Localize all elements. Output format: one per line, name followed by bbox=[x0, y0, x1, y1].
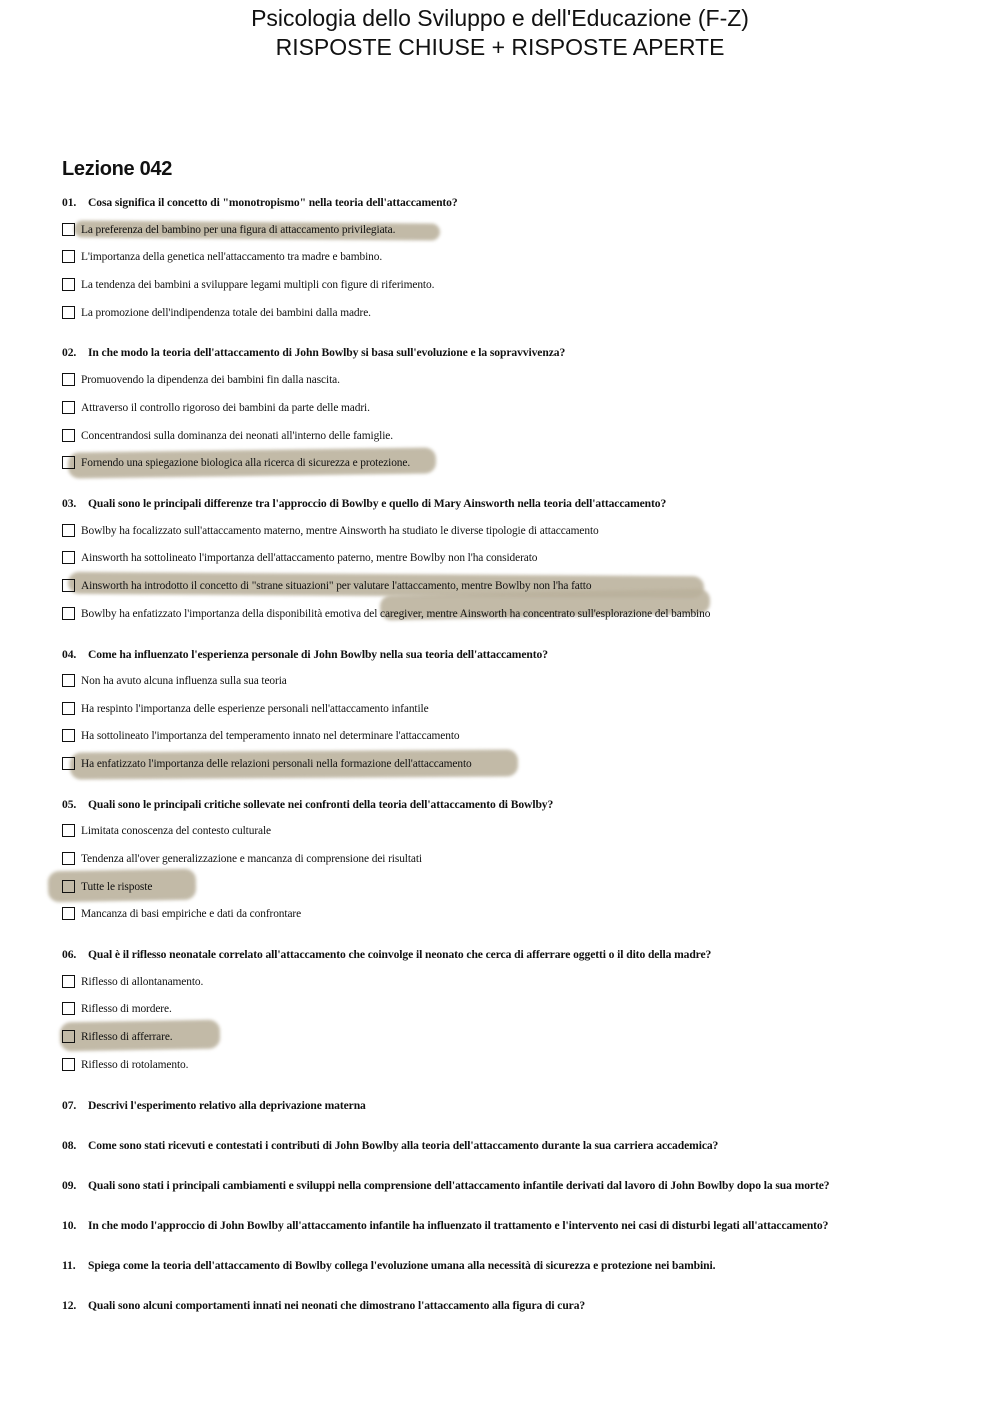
question-text: Come sono stati ricevuti e contestati i contributi di John Bowlby alla teoria dell'attaccamento durante la sua carriera accademica? bbox=[88, 1139, 719, 1152]
question bbox=[62, 196, 458, 209]
checkbox[interactable] bbox=[62, 278, 75, 291]
checkbox[interactable] bbox=[62, 306, 75, 319]
open-question bbox=[62, 1179, 829, 1192]
option-label: Ainsworth ha sottolineato l'importanza dell'attaccamento paterno, mentre Bowlby non l'ha considerato bbox=[81, 552, 538, 564]
option-label: La tendenza dei bambini a sviluppare legami multipli con figure di riferimento. bbox=[81, 279, 435, 291]
open-question bbox=[62, 1299, 585, 1312]
checkbox[interactable] bbox=[62, 975, 75, 988]
question-number: 02. bbox=[62, 346, 77, 359]
question-number: 05. bbox=[62, 798, 77, 811]
option-label: Ha sottolineato l'importanza del temperamento innato nel determinare l'attaccamento bbox=[81, 730, 460, 742]
checkbox[interactable] bbox=[62, 551, 75, 564]
question-number: 09. bbox=[62, 1179, 77, 1192]
checkbox[interactable] bbox=[62, 1030, 75, 1043]
open-question bbox=[62, 1139, 718, 1152]
checkbox[interactable] bbox=[62, 1058, 75, 1071]
question-number: 01. bbox=[62, 196, 77, 209]
question-number: 03. bbox=[62, 497, 77, 510]
option-label: L'importanza della genetica nell'attaccamento tra madre e bambino. bbox=[81, 251, 383, 263]
option-label: Mancanza di basi empiriche e dati da confrontare bbox=[81, 908, 302, 920]
document-subtitle: RISPOSTE CHIUSE + RISPOSTE APERTE bbox=[275, 34, 725, 60]
option-label: Bowlby ha focalizzato sull'attaccamento materno, mentre Ainsworth ha studiato le diverse tipologie di attaccamento bbox=[81, 525, 599, 537]
question-text: Come ha influenzato l'esperienza personale di John Bowlby nella sua teoria dell'attaccamento? bbox=[88, 648, 548, 661]
question bbox=[62, 798, 553, 811]
option-label: Concentrandosi sulla dominanza dei neonati all'interno delle famiglie. bbox=[81, 430, 393, 442]
open-question bbox=[62, 1259, 715, 1272]
open-question bbox=[62, 1099, 366, 1112]
option-label: Riflesso di rotolamento. bbox=[81, 1059, 189, 1071]
question-number: 12. bbox=[62, 1299, 77, 1312]
checkbox[interactable] bbox=[62, 373, 75, 386]
checkbox[interactable] bbox=[62, 456, 75, 469]
question-text: Quali sono stati i principali cambiamenti e sviluppi nella comprensione dell'attaccamento infantile derivati dal lavoro di John Bowlby dopo la sua morte? bbox=[88, 1179, 830, 1192]
checkbox[interactable] bbox=[62, 579, 75, 592]
question-number: 06. bbox=[62, 948, 77, 961]
question-text: Qual è il riflesso neonatale correlato all'attaccamento che coinvolge il neonato che cerca di afferrare oggetti o il dito della madre? bbox=[88, 948, 712, 961]
question-text: Quali sono le principali critiche sollevate nei confronti della teoria dell'attaccamento di Bowlby? bbox=[88, 798, 554, 811]
question-text: Descrivi l'esperimento relativo alla deprivazione materna bbox=[88, 1099, 366, 1112]
document-title: Psicologia dello Sviluppo e dell'Educazione (F-Z) bbox=[251, 5, 749, 31]
option-label: Ainsworth ha introdotto il concetto di "strane situazioni" per valutare l'attaccamento, mentre Bowlby non l'ha fatto bbox=[81, 580, 592, 592]
option-label: Riflesso di mordere. bbox=[81, 1003, 172, 1015]
checkbox[interactable] bbox=[62, 852, 75, 865]
checkbox[interactable] bbox=[62, 729, 75, 742]
question-number: 10. bbox=[62, 1219, 77, 1232]
option-label: Riflesso di allontanamento. bbox=[81, 976, 204, 988]
question-text: Quali sono alcuni comportamenti innati nei neonati che dimostrano l'attaccamento alla figura di cura? bbox=[88, 1299, 586, 1312]
question-text: Quali sono le principali differenze tra l'approccio di Bowlby e quello di Mary Ainsworth nella teoria dell'attaccamento? bbox=[88, 497, 667, 510]
question bbox=[62, 948, 711, 961]
checkbox[interactable] bbox=[62, 607, 75, 620]
option-label: Ha respinto l'importanza delle esperienze personali nell'attaccamento infantile bbox=[81, 703, 429, 715]
checkbox[interactable] bbox=[62, 674, 75, 687]
lesson-title: Lezione 042 bbox=[62, 158, 173, 180]
question-text: In che modo la teoria dell'attaccamento di John Bowlby si basa sull'evoluzione e la sopravvivenza? bbox=[88, 346, 566, 359]
checkbox[interactable] bbox=[62, 1002, 75, 1015]
option-label: Tendenza all'over generalizzazione e mancanza di comprensione dei risultati bbox=[81, 853, 422, 865]
checkbox[interactable] bbox=[62, 401, 75, 414]
open-question bbox=[62, 1219, 828, 1232]
option-label: Limitata conoscenza del contesto culturale bbox=[81, 825, 271, 837]
option-label: Tutte le risposte bbox=[81, 881, 153, 893]
option-label: Ha enfatizzato l'importanza delle relazioni personali nella formazione dell'attaccamento bbox=[81, 758, 472, 770]
checkbox[interactable] bbox=[62, 757, 75, 770]
question-number: 11. bbox=[62, 1259, 76, 1272]
question bbox=[62, 497, 666, 510]
question-number: 08. bbox=[62, 1139, 77, 1152]
option-label: Promuovendo la dipendenza dei bambini fin dalla nascita. bbox=[81, 374, 340, 386]
question bbox=[62, 346, 565, 359]
option-label: Riflesso di afferrare. bbox=[81, 1031, 173, 1043]
checkbox[interactable] bbox=[62, 880, 75, 893]
option-label: Non ha avuto alcuna influenza sulla sua teoria bbox=[81, 675, 287, 687]
checkbox[interactable] bbox=[62, 907, 75, 920]
question-text: Cosa significa il concetto di "monotropismo" nella teoria dell'attaccamento? bbox=[88, 196, 458, 209]
option-label: Fornendo una spiegazione biologica alla ricerca di sicurezza e protezione. bbox=[81, 457, 411, 469]
option-label: La promozione dell'indipendenza totale dei bambini dalla madre. bbox=[81, 307, 371, 319]
checkbox[interactable] bbox=[62, 250, 75, 263]
checkbox[interactable] bbox=[62, 223, 75, 236]
document-header bbox=[0, 4, 1000, 62]
checkbox[interactable] bbox=[62, 702, 75, 715]
question-number: 07. bbox=[62, 1099, 77, 1112]
question-text: Spiega come la teoria dell'attaccamento di Bowlby collega l'evoluzione umana alla necessità di sicurezza e protezione nei bambini. bbox=[88, 1259, 716, 1272]
option-label: La preferenza del bambino per una figura di attaccamento privilegiata. bbox=[81, 224, 396, 236]
option-label: Bowlby ha enfatizzato l'importanza della disponibilità emotiva del caregiver, mentre Ainsworth ha concentrato sull'esplorazione del bambino bbox=[81, 608, 711, 620]
checkbox[interactable] bbox=[62, 429, 75, 442]
checkbox[interactable] bbox=[62, 524, 75, 537]
option-label: Attraverso il controllo rigoroso dei bambini da parte delle madri. bbox=[81, 402, 370, 414]
checkbox[interactable] bbox=[62, 824, 75, 837]
question-number: 04. bbox=[62, 648, 77, 661]
question-text: In che modo l'approccio di John Bowlby all'attaccamento infantile ha influenzato il trattamento e l'intervento nei casi di disturbi legati all'attaccamento? bbox=[88, 1219, 829, 1232]
question bbox=[62, 648, 548, 661]
